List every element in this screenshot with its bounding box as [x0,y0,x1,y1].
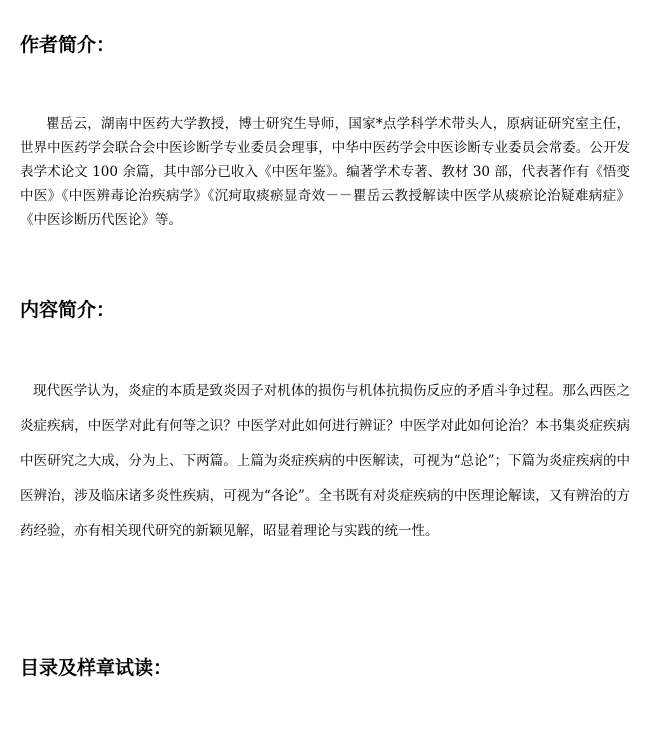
author-intro-heading: 作者简介： [20,34,116,56]
author-intro-paragraph: 瞿岳云，湖南中医药大学教授，博士研究生导师，国家*点学科学术带头人，原病证研究室主任，世界中医药学会联合会中医诊断学专业委员会理事，中华中医药学会中医诊断专业委员会常委。公开发表学术论文 100 余篇，其中部分已收入《中医年鉴》。编著学术专著、教材 30 部，代表著作有《悟变中医》《中医辨毒论治疾病学》《沉疴取痰瘀显奇效－－瞿岳云教授解读中医学从痰瘀论治疑难病症》《中医诊断历代医论》等。 [20,116,630,228]
toc-sample-heading: 目录及样章试读： [20,657,173,679]
content-intro-paragraph: 现代医学认为，炎症的本质是致炎因子对机体的损伤与机体抗损伤反应的矛盾斗争过程。那么西医之炎症疾病，中医学对此有何等之识？中医学对此如何进行辨证？中医学对此如何论治？本书集炎症疾病中医研究之大成，分为上、下两篇。上篇为炎症疾病的中医解读，可视为“总论”；下篇为炎症疾病的中医辨治，涉及临床诸多炎性疾病，可视为“各论”。全书既有对炎症疾病的中医理论解读，又有辨治的方药经验，亦有相关现代研究的新颖见解，昭显着理论与实践的统一性。 [20,383,630,539]
content-intro-heading: 内容简介： [20,299,116,321]
